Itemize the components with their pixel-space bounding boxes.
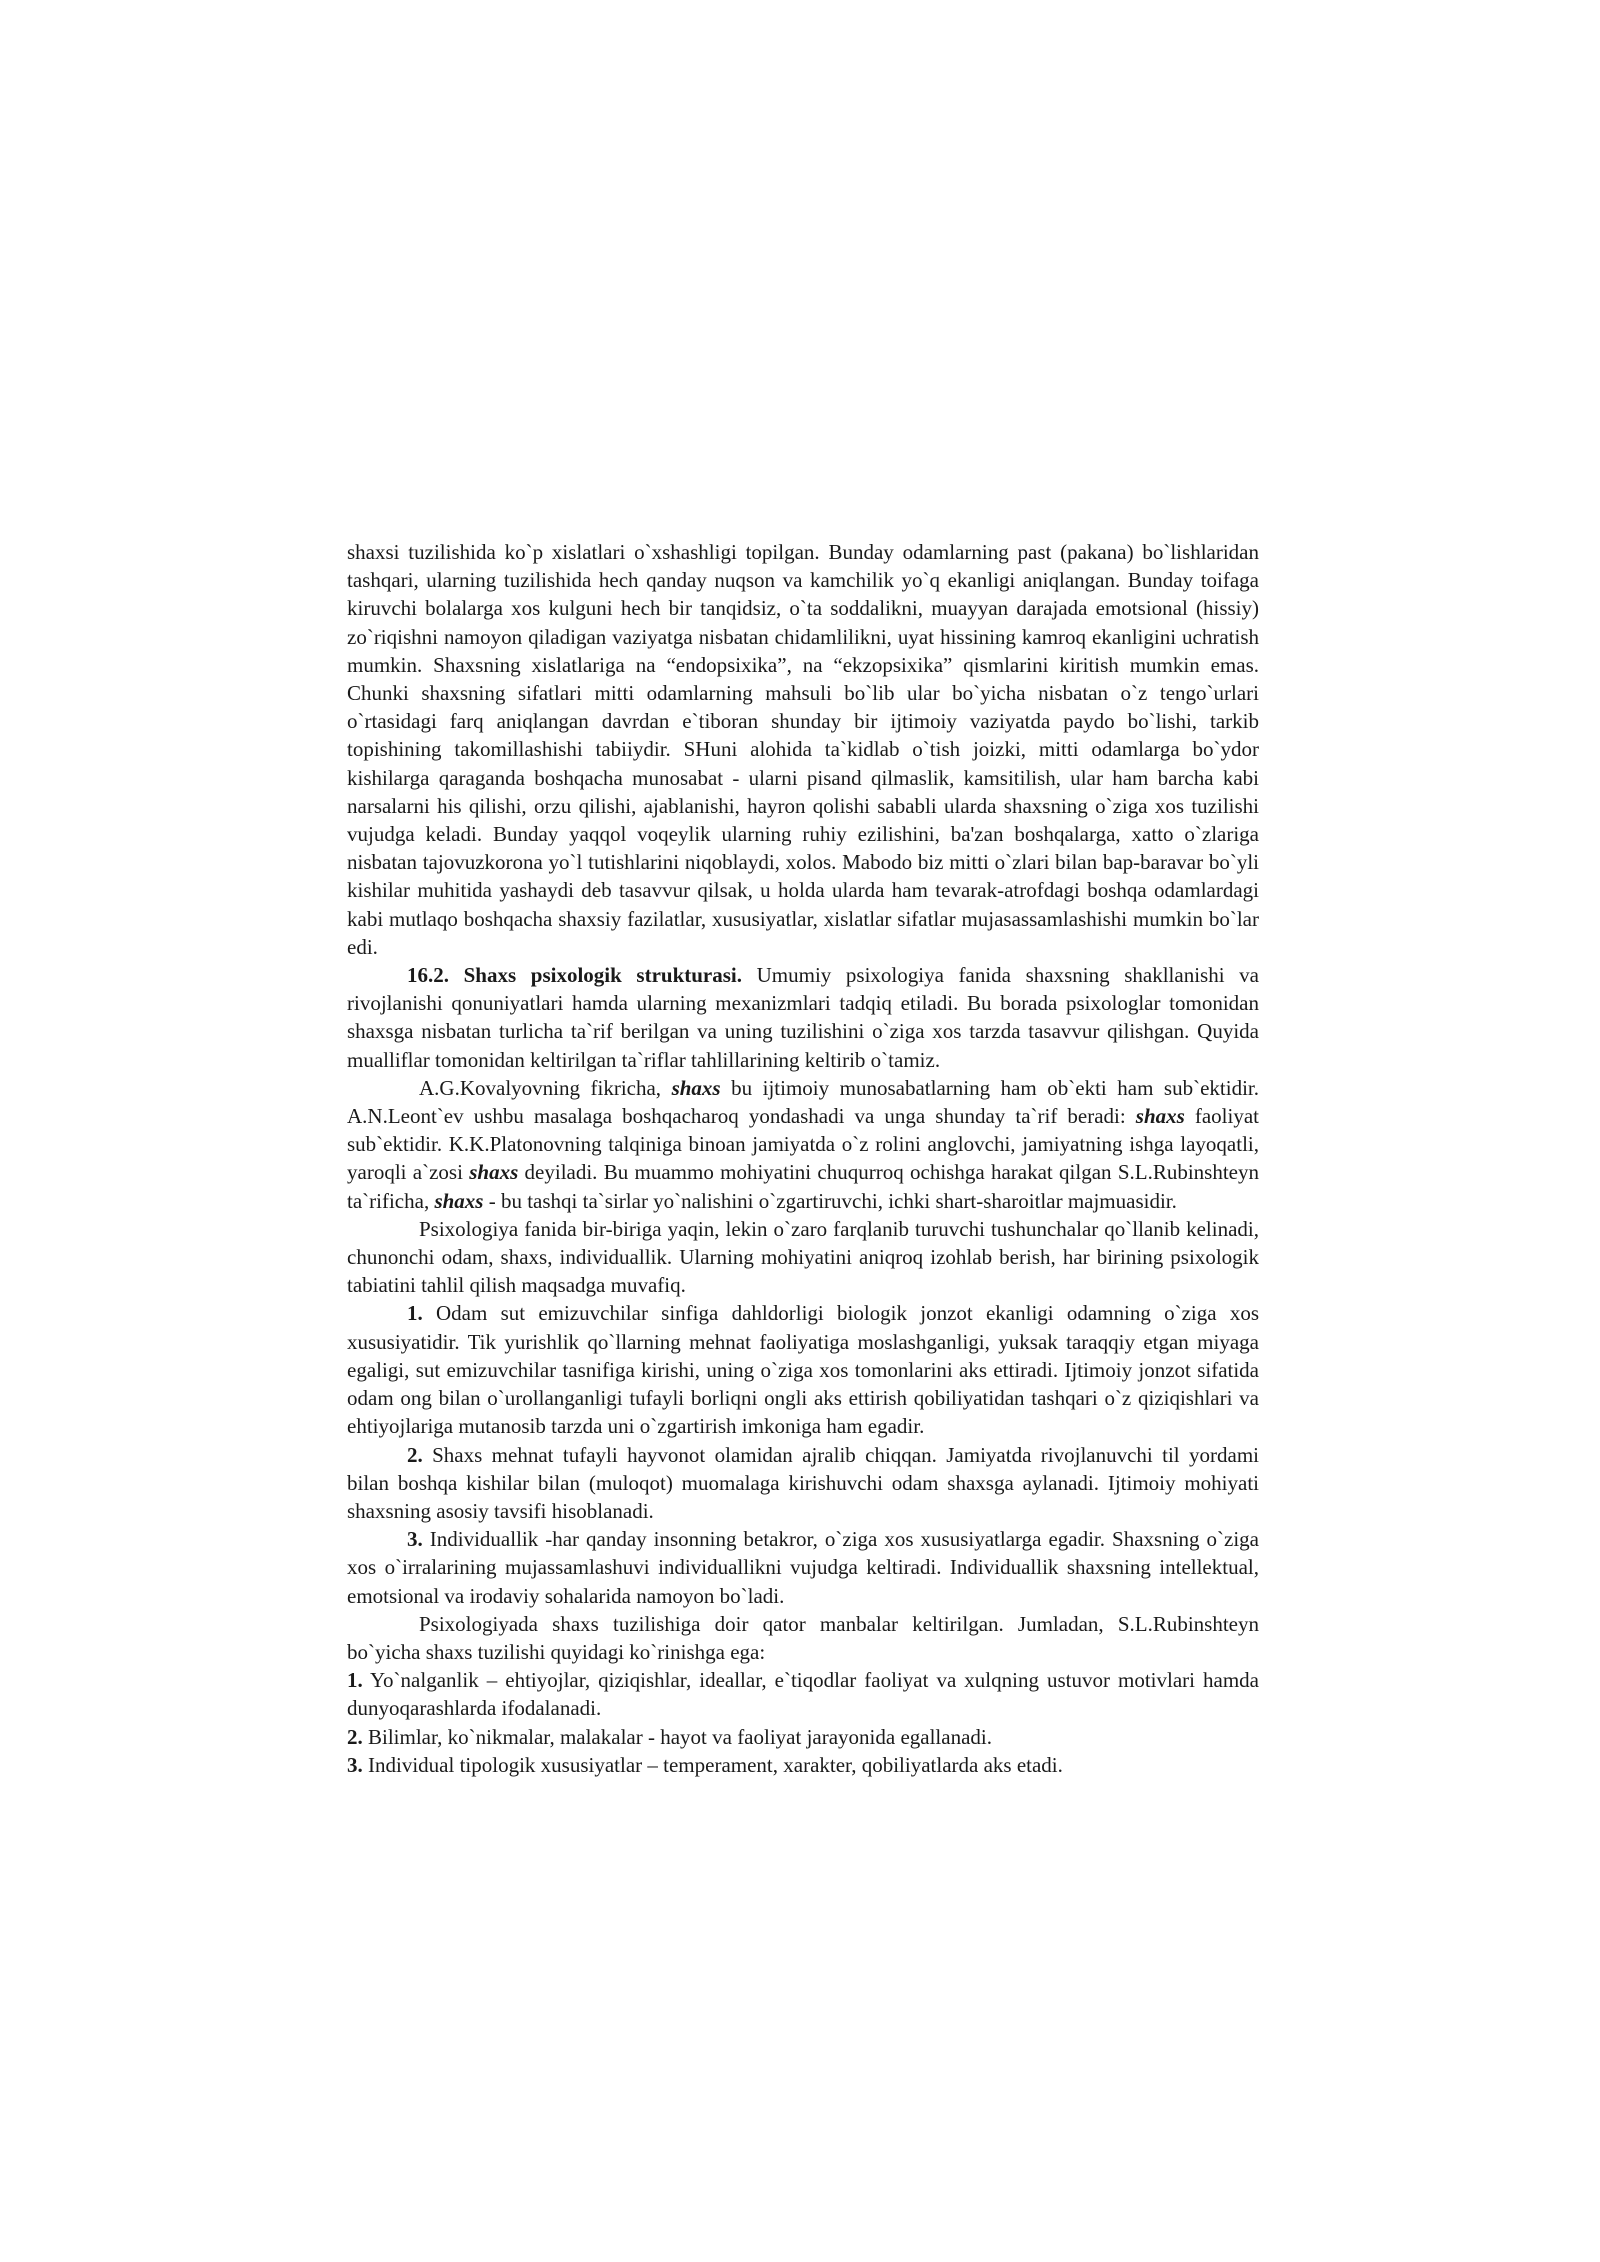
paragraph-text: - bu tashqi ta`sirlar yo`nalishini o`zgartiruvchi, ichki shart-sharoitlar majmuasidir. [483, 1188, 1177, 1213]
paragraph-concepts [347, 1215, 1259, 1300]
paragraph-text: A.G.Kovalyovning fikricha, [419, 1075, 672, 1100]
term-shaxs: shaxs [469, 1160, 519, 1185]
item-number: 3. [347, 1752, 363, 1777]
paragraph-text: shaxsi tuzilishida ko`p xislatlari o`xshashligi topilgan. Bunday odamlarning past (pakana) bo`lishlaridan tashqari, ularning tuzilishida hech qanday nuqson va kamchilik yo`q ekanligi aniqlangan. Bunday toifaga kiruvchi bolalarga xos kulguni hech bir tanqidsiz, o`ta soddalikni, muayyan darajada emotsional (hissiy) zo`riqishni namoyon qiladigan vaziyatga nisbatan chidamlilikni, uyat hissining kamroq ekanligini uchratish mumkin. Shaxsning xislatlariga na “endopsixika”, na “ekzopsixika” qismlarini kiritish mumkin emas. Chunki shaxsning sifatlari mitti odamlarning mahsuli bo`lib ular bo`yicha nisbatan o`z tengo`urlari o`rtasidagi farq aniqlangan davrdan e`tiboran shunday bir ijtimoiy vaziyatda paydo bo`lishi, tarkib topishining takomillashishi tabiiydir. SHuni alohida ta`kidlab o`tish joizki, mitti odamlarga bo`ydor kishilarga qaraganda boshqacha munosabat - ularni pisand qilmaslik, kamsitilish, ular ham barcha kabi narsalarni his qilishi, orzu qilishi, ajablanishi, hayron qolishi sababli ularda shaxsning o`ziga xos tuzilishi vujudga keladi. Bunday yaqqol voqeylik ularning ruhiy ezilishini, ba'zan boshqalarga, xatto o`zlariga nisbatan tajovuzkorona yo`l tutishlarini niqoblaydi, xolos. Mabodo biz mitti o`zlari bilan bap-baravar bo`yli kishilar muhitida yashaydi deb tasavvur qilsak, u holda ularda ham tevarak-atrofdagi boshqa odamlardagi kabi mutlaqo boshqacha shaxsiy fazilatlar, xususiyatlar, xislatlar sifatlar mujasassamlashishi mumkin bo`lar edi. [347, 540, 1259, 959]
paragraph-text: deyiladi. Bu muammo mohiyatini chuqurroq ochishga harakat qilgan S.L.Rubinshteyn ta`rificha, [347, 1160, 1260, 1213]
paragraph-text: Shaxs mehnat tufayli hayvonot olamidan ajralib chiqqan. Jamiyatda rivojlanuvchi til yordami bilan boshqa kishilar bilan (muloqot) muomalaga kirishuvchi odam shaxsga aylanadi. Ijtimoiy mohiyati shaxsning asosiy tavsifi hisoblanadi. [347, 1442, 1259, 1523]
numbered-item-odam [347, 1299, 1259, 1440]
structure-item-2 [347, 1723, 1259, 1751]
term-shaxs: shaxs [434, 1188, 484, 1213]
section-heading: 16.2. Shaxs psixologik strukturasi. [407, 963, 743, 988]
paragraph-definitions [347, 1074, 1259, 1215]
paragraph-text: Umumiy psixologiya fanida shaxsning shakllanishi va rivojlanishi qonuniyatlari hamda ularning mexanizmlari tadqiq etiladi. Bu borada psixologlar tomonidan shaxsga nisbatan turlicha ta`rif berilgan va uning tuzilishini o`ziga xos tarzda tasavvur qilishgan. Quyida mualliflar tomonidan keltirilgan ta`riflar tahlillarining keltirib o`tamiz. [347, 963, 1259, 1072]
paragraph-text: Individuallik -har qanday insonning betakror, o`ziga xos xususiyatlarga egadir. Shaxsning o`ziga xos o`irralarining mujassamlashuvi individuallikni vujudga keltiradi. Individuallik shaxsning intellektual, emotsional va irodaviy sohalarida namoyon bo`ladi. [347, 1527, 1259, 1608]
paragraph-text: Yo`nalganlik – ehtiyojlar, qiziqishlar, ideallar, e`tiqodlar faoliyat va xulqning ustuvor motivlari hamda dunyoqarashlarda ifodalanadi. [347, 1668, 1259, 1721]
paragraph-text: Psixologiyada shaxs tuzilishiga doir qator manbalar keltirilgan. Jumladan, S.L.Rubinshteyn bo`yicha shaxs tuzilishi quyidagi ko`rinishga ega: [347, 1611, 1259, 1664]
item-number: 1. [347, 1668, 363, 1693]
item-number: 2. [347, 1724, 363, 1749]
paragraph-section-16-2 [347, 961, 1259, 1074]
item-number: 2. [407, 1442, 423, 1467]
term-shaxs: shaxs [671, 1075, 721, 1100]
structure-item-1 [347, 1666, 1259, 1722]
paragraph-structure-intro [347, 1610, 1259, 1666]
item-number: 3. [407, 1527, 423, 1552]
page-text-body [347, 538, 1259, 1779]
paragraph-text: Individual tipologik xususiyatlar – temperament, xarakter, qobiliyatlarda aks etadi. [362, 1752, 1063, 1777]
paragraph-text: Bilimlar, ko`nikmalar, malakalar - hayot va faoliyat jarayonida egallanadi. [362, 1724, 992, 1749]
paragraph-text: bu ijtimoiy munosabatlarning ham ob`ekti ham sub`ektidir. A.N.Leont`ev ushbu masalaga boshqacharoq yondashadi va unga shunday ta`rif beradi: [347, 1075, 1259, 1129]
paragraph-text: Psixologiya fanida bir-biriga yaqin, lekin o`zaro farqlanib turuvchi tushunchalar qo`llanib kelinadi, chunonchi odam, shaxs, individuallik. Ularning mohiyatini aniqroq izohlab berish, har birining psixologik tabiatini tahlil qilish maqsadga muvafiq. [347, 1216, 1259, 1298]
structure-item-3 [347, 1751, 1259, 1779]
paragraph-text: Odam sut emizuvchilar sinfiga dahldorligi biologik jonzot ekanligi odamning o`ziga xos xususiyatidir. Tik yurishlik qo`llarning mehnat faoliyatiga moslashganligi, yuksak taraqqiy etgan miyaga egaligi, sut emizuvchilar tasnifiga kirishi, uning o`ziga xos tomonlarini aks ettiradi. Ijtimoiy jonzot sifatida odam ong bilan o`urollanganligi tufayli borliqni ongli aks ettirish qobiliyatidan tashqari o`z qiziqishlari va ehtiyojlariga mutanosib tarzda uni o`zgartirish imkoniga ham egadir. [347, 1301, 1259, 1439]
numbered-item-shaxs [347, 1441, 1259, 1526]
paragraph-dwarfs-personality [347, 538, 1259, 961]
numbered-item-individuallik [347, 1525, 1259, 1610]
term-shaxs: shaxs [1135, 1104, 1185, 1129]
paragraph-text: faoliyat sub`ektidir. K.K.Platonovning talqiniga binoan jamiyatda o`z rolini anglovchi, jamiyatning ishga layoqatli, yaroqli a`zosi [347, 1104, 1260, 1185]
item-number: 1. [407, 1301, 423, 1326]
